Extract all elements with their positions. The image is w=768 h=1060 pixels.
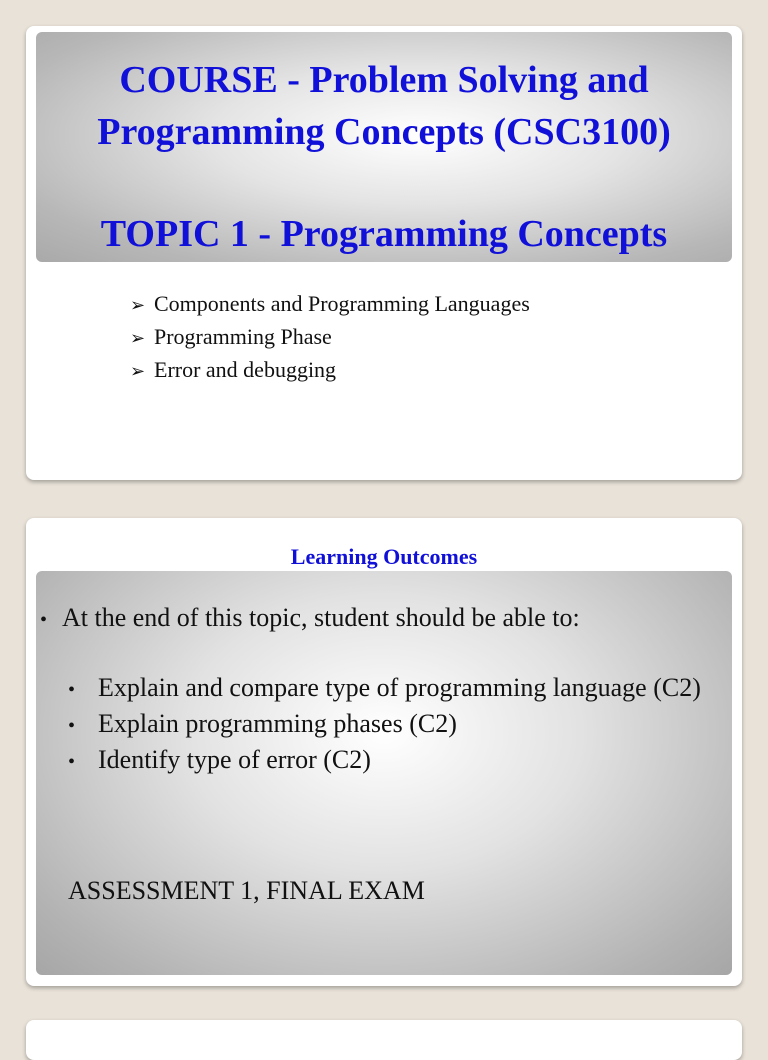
slide-3-partial <box>26 1020 742 1060</box>
list-item: ➢ Error and debugging <box>130 354 530 387</box>
learning-outcomes-heading: Learning Outcomes <box>290 544 478 569</box>
title-panel <box>36 32 732 262</box>
bullet-dot-icon: • <box>68 679 76 701</box>
topic-title: TOPIC 1 - Programming Concepts <box>100 213 668 255</box>
intro-bullet <box>40 601 580 637</box>
bullet-dot-icon: • <box>68 715 76 737</box>
arrow-bullet-icon: ➢ <box>130 361 146 381</box>
arrow-bullet-icon: ➢ <box>130 295 146 315</box>
list-item: ➢ Programming Phase <box>130 321 530 354</box>
list-item: • Explain programming phases (C2) <box>68 707 718 743</box>
list-item: • Explain and compare type of programming language (C2) <box>68 671 718 707</box>
list-item: • Identify type of error (C2) <box>68 743 718 779</box>
slide-2 <box>26 518 742 986</box>
bullet-dot-icon: • <box>40 609 48 631</box>
list-item: ➢ Components and Programming Languages <box>130 288 530 321</box>
outcomes-list <box>68 671 718 779</box>
course-title-line-2: Programming Concepts (CSC3100) <box>97 111 671 153</box>
topic-list <box>130 288 530 387</box>
slide-1 <box>26 26 742 480</box>
assessment-text: ASSESSMENT 1, FINAL EXAM <box>68 876 425 905</box>
content-panel <box>36 571 732 975</box>
bullet-dot-icon: • <box>68 751 76 773</box>
arrow-bullet-icon: ➢ <box>130 328 146 348</box>
intro-text: At the end of this topic, student should be able to: <box>62 603 580 632</box>
course-title-line-1: COURSE - Problem Solving and <box>119 59 649 101</box>
